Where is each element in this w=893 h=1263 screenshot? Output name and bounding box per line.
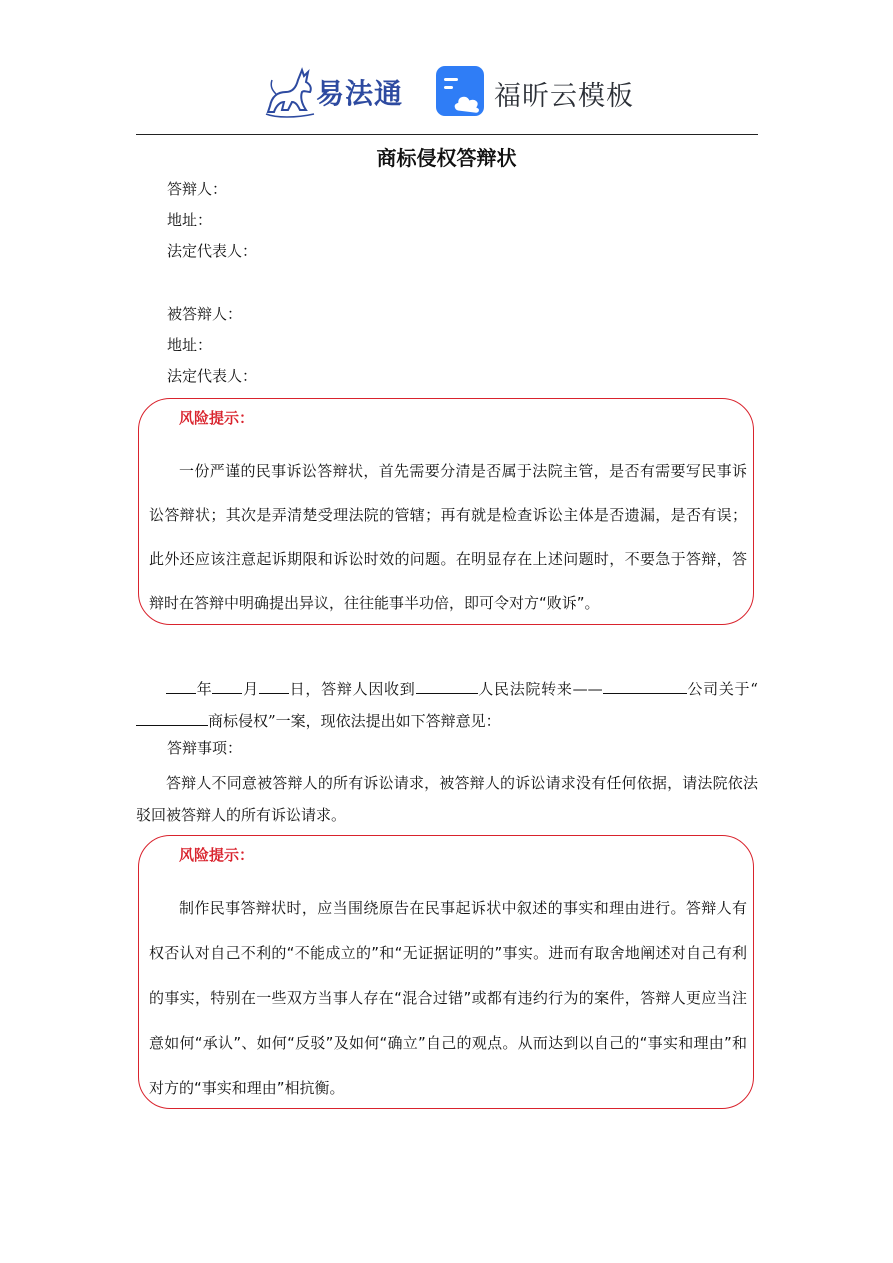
- yifatong-logo-text: 易法通: [316, 77, 404, 110]
- plaintiff-representative-label: 法定代表人：: [167, 367, 258, 385]
- fuxin-template-logo-text: 福昕云模板: [494, 81, 634, 112]
- yifatong-logo: [262, 62, 412, 120]
- month-text: 月: [242, 680, 259, 698]
- page-header: [0, 58, 893, 122]
- risk-tip-box-1: [138, 398, 754, 625]
- month-blank: [212, 679, 242, 694]
- plaintiff-address-label: 地址：: [167, 336, 213, 354]
- risk-tip-box-2: [138, 835, 754, 1109]
- company-text: 公司关于: [686, 680, 751, 698]
- year-blank: [166, 679, 196, 694]
- company-blank: [603, 679, 687, 694]
- unicorn-icon: [262, 62, 318, 120]
- respondent-label: 答辩人：: [167, 180, 228, 198]
- respondent-representative-label: 法定代表人：: [167, 242, 258, 260]
- risk-tip-text: 一份严谨的民事诉讼答辩状，首先需要分清是否属于法院主管，是否有需要写民事诉讼答辩状；其次是弄清楚受理法院的管辖；再有就是检查诉讼主体是否遗漏，是否有误；此外还应该注意起诉期限和诉讼时效的问题。在明显存在上述问题时，不要急于答辩，答辩时在答辩中明确提出异议，往往能事半功倍，即可令对方“败诉”。: [149, 462, 747, 612]
- court-blank: [416, 679, 478, 694]
- day-text: 日，答辩人因收到: [288, 680, 416, 698]
- fuxin-template-logo: [436, 66, 636, 118]
- day-blank: [259, 679, 289, 694]
- court-text: 人民法院转来——: [477, 680, 603, 698]
- risk-tip-text: 制作民事答辩状时，应当围绕原告在民事起诉状中叙述的事实和理由进行。答辩人有权否认对自己不利的“不能成立的”和“无证据证明的”事实。进而有取舍地阐述对自己有利的事实，特别在一些双方当事人存在“混合过错”或都有违约行为的案件，答辩人更应当注意如何“承认”、如何“反驳”及如何“确立”自己的观点。从而达到以自己的“事实和理由”和对方的“事实和理由”相抗衡。: [149, 899, 747, 1097]
- intro-paragraph: [136, 673, 758, 737]
- header-divider: [136, 134, 758, 135]
- risk-tip-title: 风险提示：: [179, 846, 255, 864]
- case-text: 商标侵权”一案，现依法提出如下答辩意见：: [208, 712, 501, 730]
- year-text: 年: [196, 680, 213, 698]
- matters-label: 答辩事项：: [167, 739, 243, 757]
- respondent-address-label: 地址：: [167, 211, 213, 229]
- open-quote: “: [750, 680, 758, 698]
- matters-paragraph: 答辩人不同意被答辩人的所有诉讼请求，被答辩人的诉讼请求没有任何依据，请法院依法驳回被答辩人的所有诉讼请求。: [136, 774, 758, 824]
- plaintiff-label: 被答辩人：: [167, 305, 243, 323]
- case-blank: [136, 711, 208, 726]
- risk-tip-title: 风险提示：: [179, 409, 255, 427]
- cloud-document-icon: [436, 66, 488, 118]
- document-title: 商标侵权答辩状: [376, 146, 517, 170]
